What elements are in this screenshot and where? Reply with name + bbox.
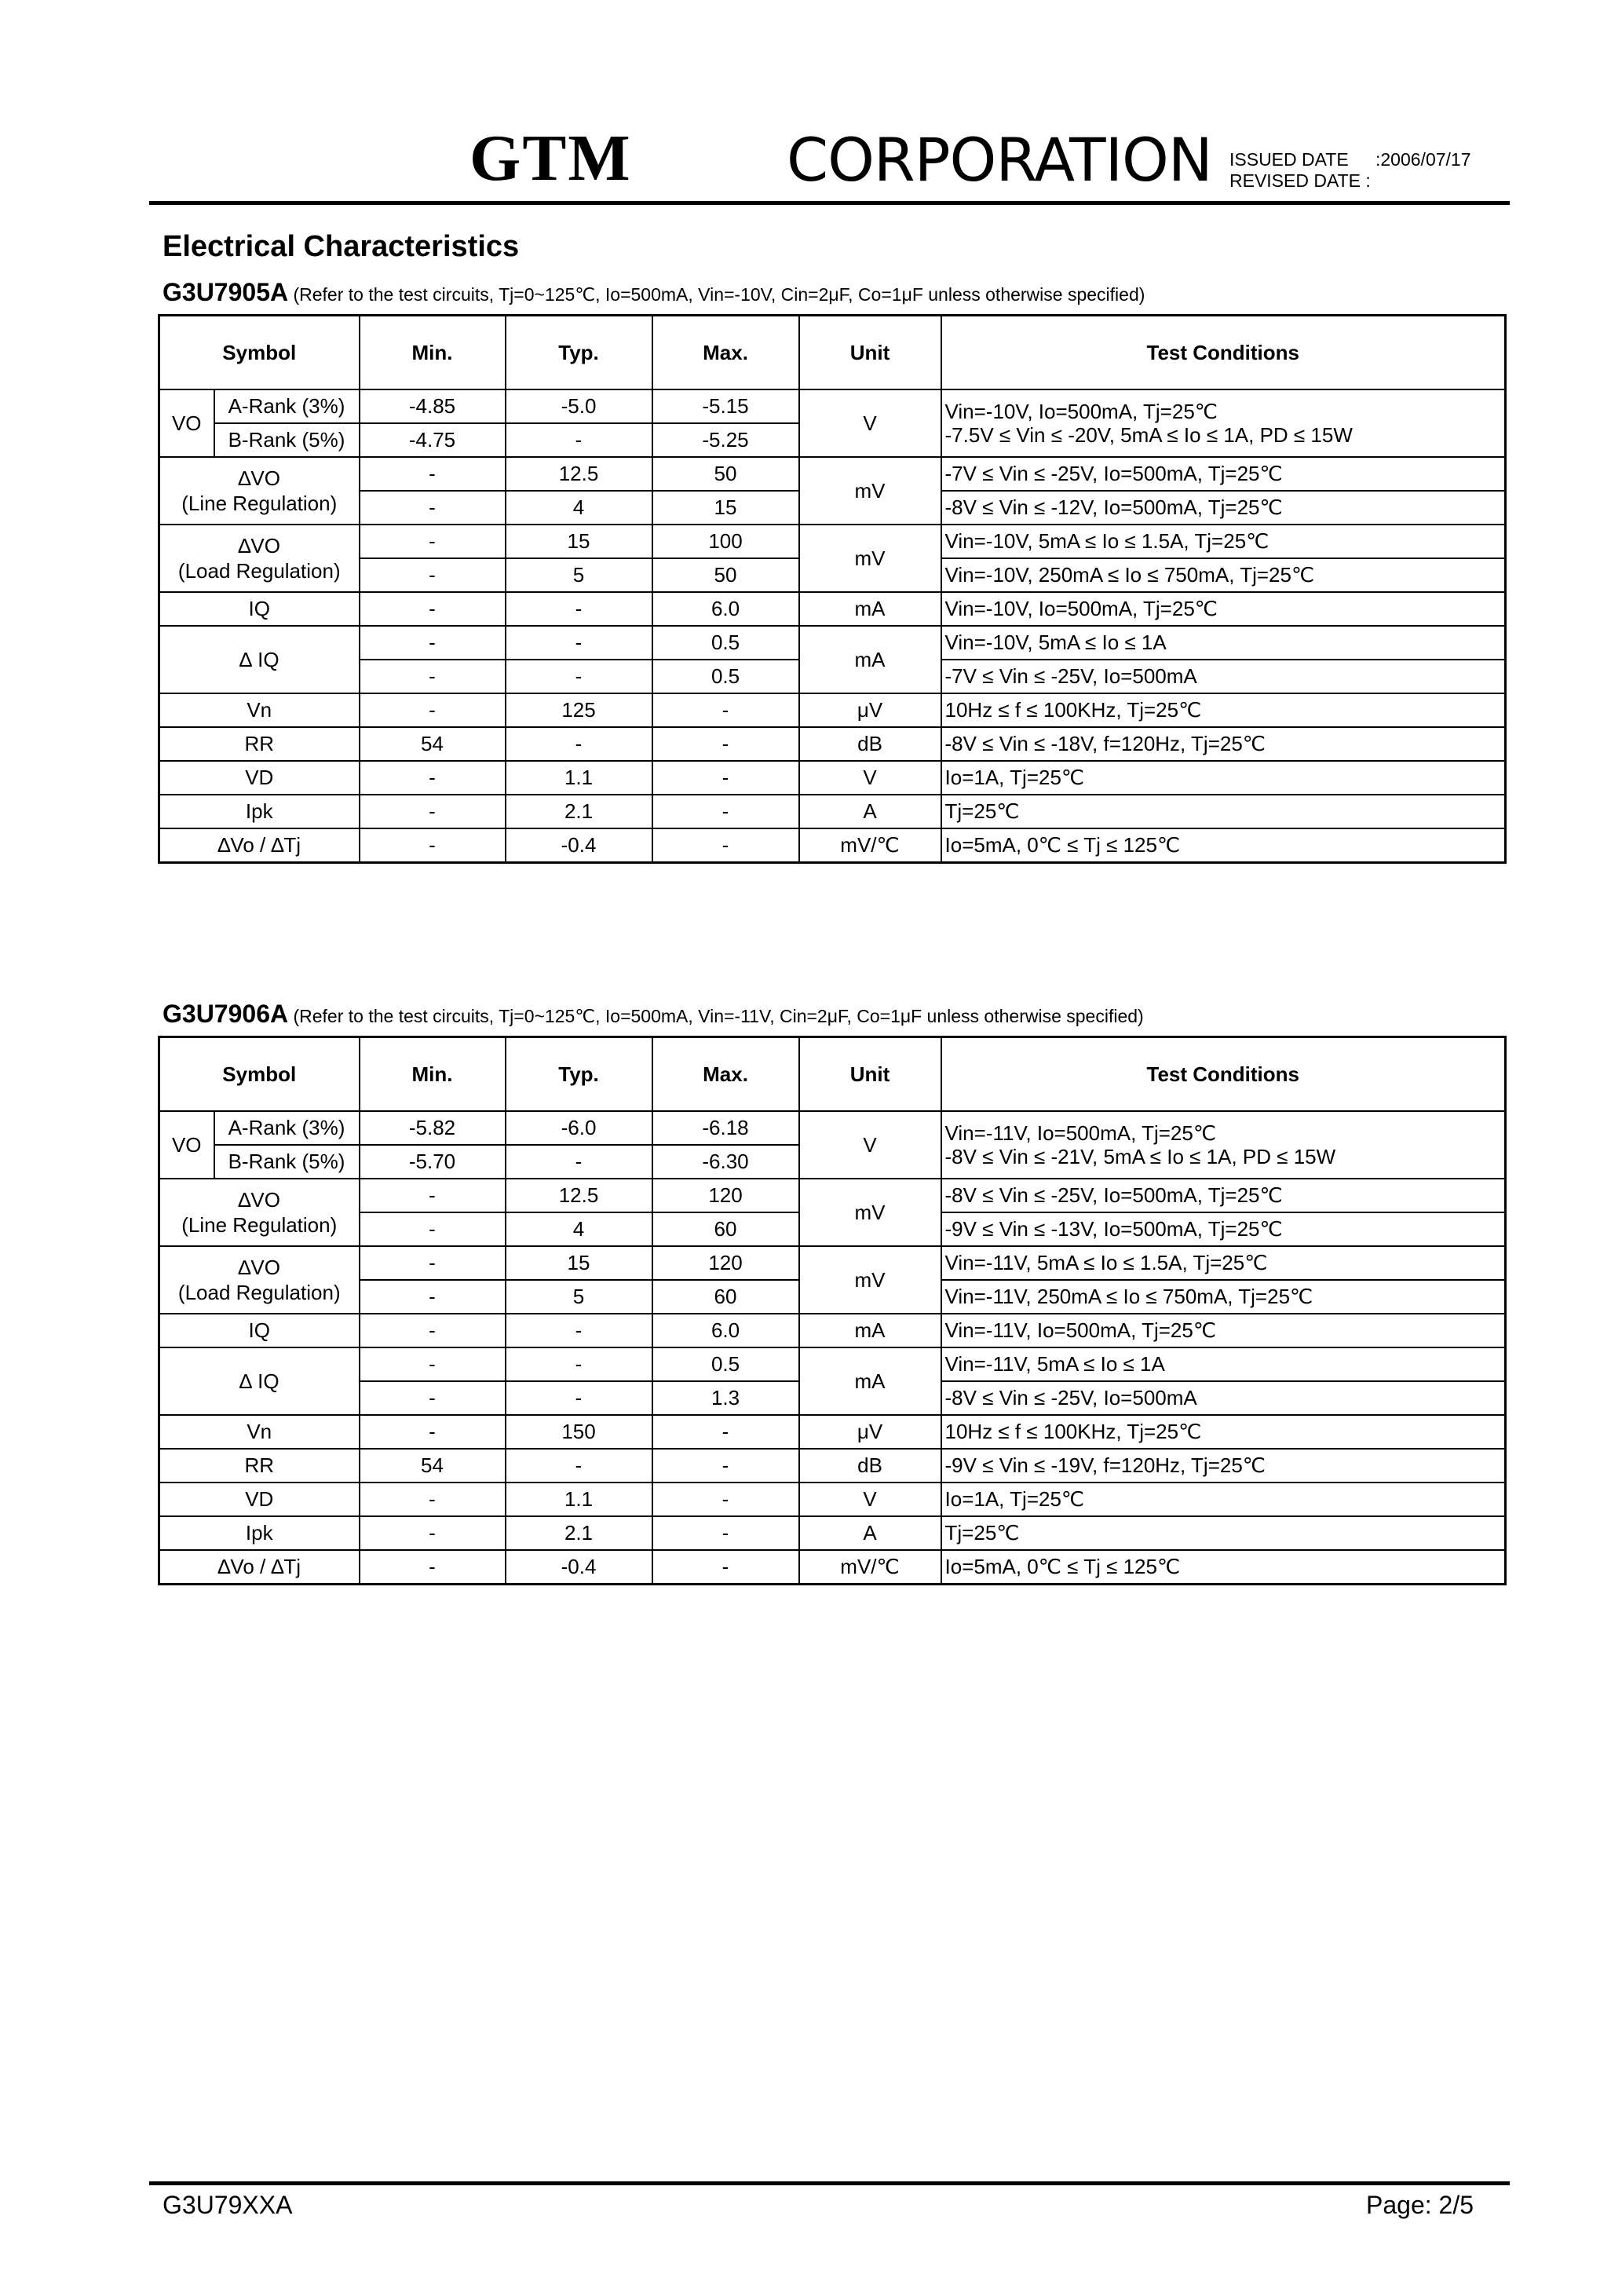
cell-symbol: Vn — [159, 1415, 360, 1449]
cell-typ: - — [506, 626, 652, 660]
cell-typ: - — [506, 660, 652, 693]
cell-min: - — [360, 660, 506, 693]
cell-condition: -8V ≤ Vin ≤ -12V, Io=500mA, Tj=25℃ — [941, 491, 1506, 525]
col-unit: Unit — [799, 316, 941, 390]
cell-min: 54 — [360, 1449, 506, 1483]
condition-line: Vin=-10V, Io=500mA, Tj=25℃ — [944, 400, 1218, 423]
cell-typ: 1.1 — [506, 1483, 652, 1516]
symbol-line: ∆VO — [238, 1256, 280, 1279]
table-row — [159, 795, 1506, 828]
a-rank-label: A-Rank (3%) — [214, 1111, 360, 1145]
cell-typ: 2.1 — [506, 795, 652, 828]
cell-min: - — [360, 1314, 506, 1347]
cell-unit: V — [799, 1483, 941, 1516]
cell-max: - — [652, 1449, 799, 1483]
col-test-conditions: Test Conditions — [941, 1037, 1506, 1112]
document-id: G3U79XXA — [163, 2191, 293, 2219]
symbol-line: (Load Regulation) — [177, 1281, 341, 1304]
cell-max: 0.5 — [652, 660, 799, 693]
cell-typ: 2.1 — [506, 1516, 652, 1550]
cell-min: - — [360, 457, 506, 491]
cell-max: - — [652, 727, 799, 761]
table-2-subtitle — [163, 1001, 1144, 1026]
cell-max: - — [652, 1415, 799, 1449]
cell-condition: Vin=-10V, 250mA ≤ Io ≤ 750mA, Tj=25℃ — [941, 558, 1506, 592]
cell-max: 6.0 — [652, 592, 799, 626]
cell-condition: Io=1A, Tj=25℃ — [941, 1483, 1506, 1516]
b-rank-label: B-Rank (5%) — [214, 1145, 360, 1179]
cell-max: - — [652, 761, 799, 795]
cell-condition: -7V ≤ Vin ≤ -25V, Io=500mA, Tj=25℃ — [941, 457, 1506, 491]
cell-symbol: IQ — [159, 592, 360, 626]
col-min: Min. — [360, 316, 506, 390]
issued-date-value: :2006/07/17 — [1375, 149, 1471, 170]
spec-table-1 — [158, 314, 1507, 864]
cell-condition: Io=5mA, 0℃ ≤ Tj ≤ 125℃ — [941, 1550, 1506, 1585]
cell-condition: Vin=-10V, 5mA ≤ Io ≤ 1A — [941, 626, 1506, 660]
cell-typ: -0.4 — [506, 1550, 652, 1585]
vo-symbol: VO — [159, 389, 214, 457]
symbol-line: (Line Regulation) — [181, 492, 338, 515]
table-header-row — [159, 316, 1506, 390]
cell-condition: Vin=-11V, 5mA ≤ Io ≤ 1.5A, Tj=25℃ — [941, 1246, 1506, 1280]
cell-min: - — [360, 1415, 506, 1449]
cell-max: - — [652, 795, 799, 828]
line-regulation-symbol — [159, 457, 360, 525]
cell-typ: -6.0 — [506, 1111, 652, 1145]
table-row — [159, 1449, 1506, 1483]
cell-typ: -5.0 — [506, 389, 652, 423]
cell-condition: Vin=-10V, Io=500mA, Tj=25℃ — [941, 592, 1506, 626]
cell-max: -6.18 — [652, 1111, 799, 1145]
cell-condition: Io=5mA, 0℃ ≤ Tj ≤ 125℃ — [941, 828, 1506, 863]
cell-unit: μV — [799, 693, 941, 727]
cell-condition: Tj=25℃ — [941, 1516, 1506, 1550]
condition-line: Vin=-11V, Io=500mA, Tj=25℃ — [944, 1121, 1217, 1145]
cell-min: - — [360, 1246, 506, 1280]
cell-unit: V — [799, 761, 941, 795]
cell-max: 120 — [652, 1246, 799, 1280]
table-row — [159, 626, 1506, 660]
cell-symbol: RR — [159, 1449, 360, 1483]
b-rank-label: B-Rank (5%) — [214, 423, 360, 457]
cell-unit: mV/℃ — [799, 1550, 941, 1585]
table-row — [159, 828, 1506, 863]
cell-typ: - — [506, 423, 652, 457]
table-row — [159, 1516, 1506, 1550]
cell-max: -6.30 — [652, 1145, 799, 1179]
cell-symbol: Ipk — [159, 795, 360, 828]
cell-typ: 4 — [506, 1212, 652, 1246]
col-symbol: Symbol — [159, 1037, 360, 1112]
load-regulation-symbol — [159, 525, 360, 592]
page-number: Page: 2/5 — [1366, 2191, 1474, 2219]
table-1-subtitle — [163, 280, 1145, 305]
header-rule — [149, 201, 1510, 205]
cell-min: - — [360, 525, 506, 558]
cell-typ: - — [506, 1314, 652, 1347]
cell-unit: mA — [799, 1314, 941, 1347]
cell-typ: - — [506, 1449, 652, 1483]
cell-max: 6.0 — [652, 1314, 799, 1347]
cell-condition: -9V ≤ Vin ≤ -19V, f=120Hz, Tj=25℃ — [941, 1449, 1506, 1483]
cell-typ: 15 — [506, 525, 652, 558]
cell-max: - — [652, 1516, 799, 1550]
col-max: Max. — [652, 316, 799, 390]
col-min: Min. — [360, 1037, 506, 1112]
cell-condition: Tj=25℃ — [941, 795, 1506, 828]
cell-max: - — [652, 828, 799, 863]
table-row — [159, 1550, 1506, 1585]
cell-max: -5.15 — [652, 389, 799, 423]
cell-condition: Vin=-11V, 250mA ≤ Io ≤ 750mA, Tj=25℃ — [941, 1280, 1506, 1314]
cell-condition: -8V ≤ Vin ≤ -18V, f=120Hz, Tj=25℃ — [941, 727, 1506, 761]
part-number: G3U7905A — [163, 278, 289, 306]
condition-line: -7.5V ≤ Vin ≤ -20V, 5mA ≤ Io ≤ 1A, PD ≤ 15W — [944, 423, 1353, 447]
symbol-line: ∆VO — [238, 466, 280, 490]
table-row — [159, 1111, 1506, 1145]
cell-max: 100 — [652, 525, 799, 558]
table-row — [159, 761, 1506, 795]
part-number: G3U7906A — [163, 1000, 289, 1028]
cell-min: - — [360, 558, 506, 592]
issued-date-label: ISSUED DATE — [1229, 149, 1349, 170]
cell-typ: 1.1 — [506, 761, 652, 795]
cell-min: - — [360, 592, 506, 626]
cell-max: - — [652, 693, 799, 727]
table-row — [159, 693, 1506, 727]
cell-condition: 10Hz ≤ f ≤ 100KHz, Tj=25℃ — [941, 1415, 1506, 1449]
condition-line: -8V ≤ Vin ≤ -21V, 5mA ≤ Io ≤ 1A, PD ≤ 15W — [944, 1145, 1336, 1168]
table-row — [159, 1347, 1506, 1381]
cell-condition: Vin=-11V, 5mA ≤ Io ≤ 1A — [941, 1347, 1506, 1381]
table-row — [159, 1415, 1506, 1449]
cell-unit: V — [799, 389, 941, 457]
cell-min: - — [360, 626, 506, 660]
cell-unit: dB — [799, 727, 941, 761]
cell-symbol: ∆ IQ — [159, 626, 360, 693]
cell-min: - — [360, 1179, 506, 1212]
cell-unit: A — [799, 1516, 941, 1550]
cell-min: - — [360, 1550, 506, 1585]
cell-typ: 5 — [506, 558, 652, 592]
cell-min: - — [360, 1516, 506, 1550]
cell-min: - — [360, 1347, 506, 1381]
col-typ: Typ. — [506, 1037, 652, 1112]
cell-unit: mA — [799, 626, 941, 693]
a-rank-label: A-Rank (3%) — [214, 389, 360, 423]
col-symbol: Symbol — [159, 316, 360, 390]
cell-symbol: Vn — [159, 693, 360, 727]
cell-unit: A — [799, 795, 941, 828]
cell-condition: -8V ≤ Vin ≤ -25V, Io=500mA — [941, 1381, 1506, 1415]
cell-max: 1.3 — [652, 1381, 799, 1415]
cell-min: -5.70 — [360, 1145, 506, 1179]
cell-condition: -8V ≤ Vin ≤ -25V, Io=500mA, Tj=25℃ — [941, 1179, 1506, 1212]
test-note: (Refer to the test circuits, Tj=0~125℃, Io=500mA, Vin=-10V, Cin=2μF, Co=1μF unless otherwise specified) — [293, 284, 1145, 305]
cell-unit: mV — [799, 457, 941, 525]
spec-table-2 — [158, 1036, 1507, 1585]
cell-min: - — [360, 1280, 506, 1314]
cell-min: - — [360, 828, 506, 863]
col-unit: Unit — [799, 1037, 941, 1112]
document-dates — [1229, 149, 1471, 192]
revised-date-label: REVISED DATE : — [1229, 170, 1371, 191]
cell-min: 54 — [360, 727, 506, 761]
cell-unit: mV — [799, 525, 941, 592]
cell-symbol: VD — [159, 1483, 360, 1516]
footer-rule — [149, 2181, 1510, 2185]
cell-max: 0.5 — [652, 1347, 799, 1381]
cell-condition: -7V ≤ Vin ≤ -25V, Io=500mA — [941, 660, 1506, 693]
cell-typ: - — [506, 1381, 652, 1415]
table-row — [159, 525, 1506, 558]
cell-symbol: ∆ IQ — [159, 1347, 360, 1415]
cell-typ: 4 — [506, 491, 652, 525]
cell-min: -4.85 — [360, 389, 506, 423]
cell-unit: V — [799, 1111, 941, 1179]
table-row — [159, 389, 1506, 423]
cell-unit: mA — [799, 1347, 941, 1415]
cell-min: - — [360, 1483, 506, 1516]
table-header-row — [159, 1037, 1506, 1112]
cell-max: 50 — [652, 558, 799, 592]
cell-typ: 125 — [506, 693, 652, 727]
cell-typ: - — [506, 1145, 652, 1179]
cell-symbol: VD — [159, 761, 360, 795]
cell-symbol: ∆Vo / ∆Tj — [159, 1550, 360, 1585]
cell-unit: mV/℃ — [799, 828, 941, 863]
cell-condition: Vin=-10V, 5mA ≤ Io ≤ 1.5A, Tj=25℃ — [941, 525, 1506, 558]
cell-max: 120 — [652, 1179, 799, 1212]
cell-condition: Io=1A, Tj=25℃ — [941, 761, 1506, 795]
cell-min: - — [360, 761, 506, 795]
cell-max: 50 — [652, 457, 799, 491]
cell-min: - — [360, 491, 506, 525]
vo-conditions — [941, 1111, 1506, 1179]
cell-min: - — [360, 1212, 506, 1246]
table-row — [159, 1179, 1506, 1212]
cell-max: 0.5 — [652, 626, 799, 660]
cell-typ: 150 — [506, 1415, 652, 1449]
symbol-line: (Load Regulation) — [177, 559, 341, 583]
table-row — [159, 727, 1506, 761]
cell-max: 15 — [652, 491, 799, 525]
section-title: Electrical Characteristics — [163, 230, 520, 263]
table-row — [159, 1314, 1506, 1347]
cell-unit: μV — [799, 1415, 941, 1449]
symbol-line: (Line Regulation) — [181, 1213, 338, 1237]
cell-unit: mV — [799, 1246, 941, 1314]
company-name: CORPORATION — [787, 125, 1212, 195]
table-row — [159, 1483, 1506, 1516]
cell-typ: 5 — [506, 1280, 652, 1314]
cell-max: - — [652, 1483, 799, 1516]
cell-min: - — [360, 693, 506, 727]
cell-unit: mA — [799, 592, 941, 626]
cell-typ: - — [506, 592, 652, 626]
cell-condition: -9V ≤ Vin ≤ -13V, Io=500mA, Tj=25℃ — [941, 1212, 1506, 1246]
table-row — [159, 457, 1506, 491]
cell-typ: 15 — [506, 1246, 652, 1280]
cell-max: - — [652, 1550, 799, 1585]
col-max: Max. — [652, 1037, 799, 1112]
cell-symbol: Ipk — [159, 1516, 360, 1550]
cell-typ: -0.4 — [506, 828, 652, 863]
cell-min: - — [360, 795, 506, 828]
cell-symbol: IQ — [159, 1314, 360, 1347]
col-test-conditions: Test Conditions — [941, 316, 1506, 390]
cell-typ: - — [506, 727, 652, 761]
cell-max: 60 — [652, 1212, 799, 1246]
cell-min: -5.82 — [360, 1111, 506, 1145]
cell-condition: Vin=-11V, Io=500mA, Tj=25℃ — [941, 1314, 1506, 1347]
cell-condition: 10Hz ≤ f ≤ 100KHz, Tj=25℃ — [941, 693, 1506, 727]
vo-symbol: VO — [159, 1111, 214, 1179]
line-regulation-symbol — [159, 1179, 360, 1246]
symbol-line: ∆VO — [238, 1188, 280, 1212]
test-note: (Refer to the test circuits, Tj=0~125℃, Io=500mA, Vin=-11V, Cin=2μF, Co=1μF unless otherwise specified) — [293, 1006, 1144, 1026]
cell-typ: 12.5 — [506, 457, 652, 491]
table-row — [159, 1246, 1506, 1280]
cell-min: -4.75 — [360, 423, 506, 457]
cell-unit: mV — [799, 1179, 941, 1246]
load-regulation-symbol — [159, 1246, 360, 1314]
cell-typ: - — [506, 1347, 652, 1381]
cell-symbol: ∆Vo / ∆Tj — [159, 828, 360, 863]
company-logo: GTM — [469, 122, 632, 195]
symbol-line: ∆VO — [238, 534, 280, 558]
vo-conditions — [941, 389, 1506, 457]
cell-min: - — [360, 1381, 506, 1415]
col-typ: Typ. — [506, 316, 652, 390]
cell-max: -5.25 — [652, 423, 799, 457]
cell-max: 60 — [652, 1280, 799, 1314]
cell-typ: 12.5 — [506, 1179, 652, 1212]
cell-symbol: RR — [159, 727, 360, 761]
table-row — [159, 592, 1506, 626]
cell-unit: dB — [799, 1449, 941, 1483]
